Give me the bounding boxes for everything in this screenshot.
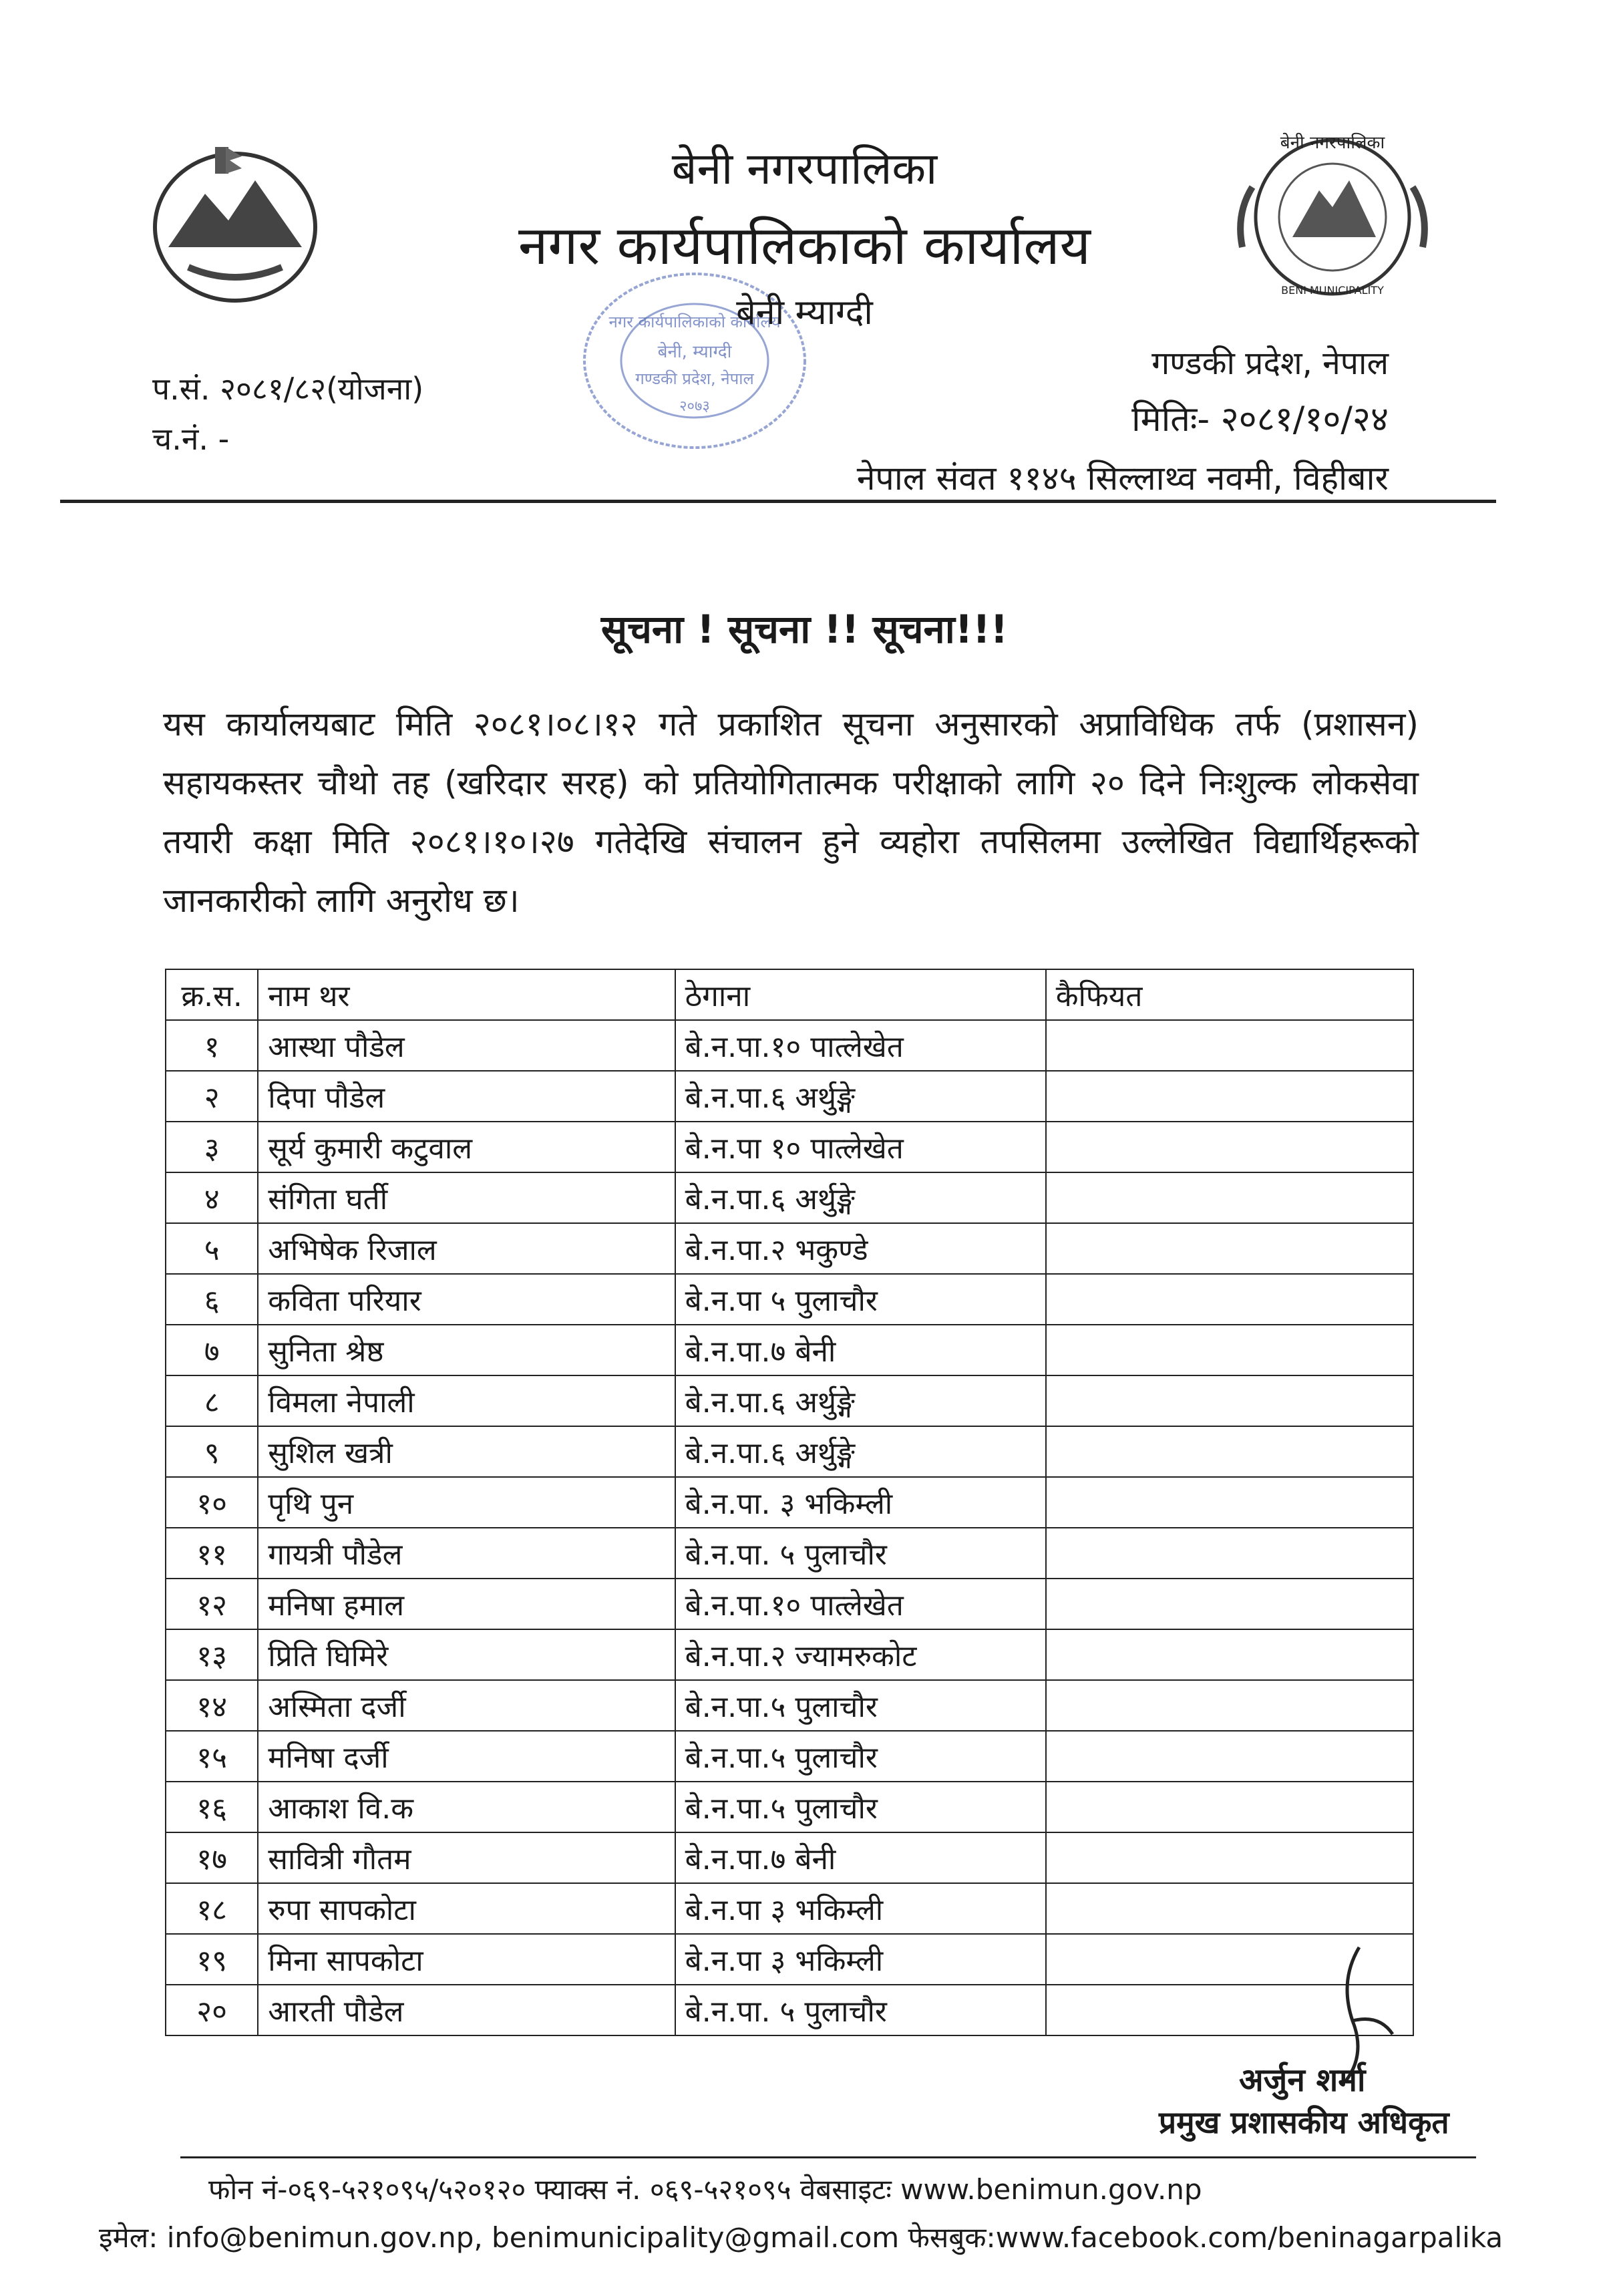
table-row [166,1375,1413,1426]
cell-address: बे.न.पा ३ भकिम्ली [675,1934,1046,1985]
cell-serial: १२ [166,1579,258,1629]
cell-address: बे.न.पा. ३ भकिम्ली [675,1477,1046,1528]
cell-name: कविता परियार [258,1274,675,1325]
cell-remarks [1046,1223,1413,1274]
cell-remarks [1046,1375,1413,1426]
table-row [166,1172,1413,1223]
cell-remarks [1046,1071,1413,1122]
stamp-line-2: बेनी, म्याग्दी [657,342,732,362]
logo-subtext: BENI MUNICIPALITY [1281,284,1384,297]
cell-serial: १४ [166,1680,258,1731]
cell-serial: १० [166,1477,258,1528]
cell-remarks [1046,1528,1413,1579]
cell-serial: १८ [166,1883,258,1934]
cell-name: सावित्री गौतम [258,1832,675,1883]
cell-name: संगिता घर्ती [258,1172,675,1223]
table-row [166,1528,1413,1579]
table-row [166,1883,1413,1934]
cell-serial: ५ [166,1223,258,1274]
cell-name: अभिषेक रिजाल [258,1223,675,1274]
cell-remarks [1046,1020,1413,1071]
cell-remarks [1046,1782,1413,1832]
cell-serial: ८ [166,1375,258,1426]
stamp-line-1: नगर कार्यपालिकाको कार्यालय [608,313,781,331]
cell-name: आरती पौडेल [258,1985,675,2035]
cell-serial: १ [166,1020,258,1071]
notice-body: यस कार्यालयबाट मिति २०८१।०८।१२ गते प्रकाशित सूचना अनुसारको अप्राविधिक तर्फ (प्रशासन) सहायकस्तर चौथो तह (खरिदार सरह) को प्रतियोगितात्मक परीक्षाको लागि २० दिने निःशुल्क लोकसेवा तयारी कक्षा मिति २०८१।१०।२७ गतेदेखि संचालन हुने व्यहोरा तपसिलमा उल्लेखित विद्यार्थिहरूको जानकारीको लागि अनुरोध छ। [163,705,1419,920]
cell-serial: ६ [166,1274,258,1325]
cell-address: बे.न.पा.६ अर्थुङ्गे [675,1071,1046,1122]
letter-date: मितिः- २०८१/१०/२४ [1131,399,1389,440]
cell-name: प्रिति घिमिरे [258,1629,675,1680]
cell-serial: २० [166,1985,258,2035]
cell-remarks [1046,1832,1413,1883]
cell-serial: ९ [166,1426,258,1477]
nepal-sambat-date: नेपाल संवत ११४५ सिल्लाथ्व नवमी, विहीबार [856,459,1389,498]
table-row [166,1782,1413,1832]
cell-serial: ३ [166,1122,258,1172]
student-list-table [165,969,1414,2036]
cell-name: अस्मिता दर्जी [258,1680,675,1731]
cell-name: आकाश वि.क [258,1782,675,1832]
column-header-address: ठेगाना [675,969,1046,1020]
header-divider [60,500,1496,503]
cell-name: मिना सापकोटा [258,1934,675,1985]
cell-address: बे.न.पा.६ अर्थुङ्गे [675,1426,1046,1477]
signatory-title: प्रमुख प्रशासकीय अधिकृत [1159,2104,1449,2140]
cell-serial: ४ [166,1172,258,1223]
cell-name: सूर्य कुमारी कटुवाल [258,1122,675,1172]
cell-name: आस्था पौडेल [258,1020,675,1071]
cell-address: बे.न.पा ५ पुलाचौर [675,1274,1046,1325]
cell-serial: १६ [166,1782,258,1832]
stamp-line-4: २०७३ [679,398,710,415]
cell-serial: ११ [166,1528,258,1579]
cell-name: दिपा पौडेल [258,1071,675,1122]
notice-title: सूचना ! सूचना !! सूचना!!! [600,607,1009,652]
signatory-name: अर्जुन शर्मा [1239,2062,1366,2099]
cell-address: बे.न.पा.६ अर्थुङ्गे [675,1172,1046,1223]
reference-number: प.सं. २०८१/८२(योजना) [152,371,424,407]
cell-name: मनिषा दर्जी [258,1731,675,1782]
district-name: बेनी म्याग्दी [736,293,873,333]
cell-serial: १७ [166,1832,258,1883]
table-row [166,1934,1413,1985]
cell-remarks [1046,1122,1413,1172]
table-row [166,1325,1413,1375]
cell-address: बे.न.पा.७ बेनी [675,1832,1046,1883]
cell-address: बे.न.पा. ५ पुलाचौर [675,1528,1046,1579]
cell-name: विमला नेपाली [258,1375,675,1426]
municipality-name: बेनी नगरपालिका [671,143,938,194]
cell-serial: १५ [166,1731,258,1782]
cell-address: बे.न.पा.५ पुलाचौर [675,1782,1046,1832]
stamp-line-3: गण्डकी प्रदेश, नेपाल [635,369,754,388]
cell-address: बे.न.पा १० पात्लेखेत [675,1122,1046,1172]
cell-remarks [1046,1426,1413,1477]
cell-remarks [1046,1579,1413,1629]
cell-name: रुपा सापकोटा [258,1883,675,1934]
table-row [166,1020,1413,1071]
cell-remarks [1046,1680,1413,1731]
table-row [166,1274,1413,1325]
cell-name: सुनिता श्रेष्ठ [258,1325,675,1375]
cell-serial: ७ [166,1325,258,1375]
table-row [166,1579,1413,1629]
footer-divider [180,2156,1476,2158]
table-row [166,1122,1413,1172]
logo-text: बेनी नगरपालिका [1280,133,1385,153]
cell-name: सुशिल खत्री [258,1426,675,1477]
chalani-number: च.नं. - [152,421,230,457]
table-row [166,1426,1413,1477]
cell-address: बे.न.पा.२ ज्यामरुकोट [675,1629,1046,1680]
province-name: गण्डकी प्रदेश, नेपाल [1151,345,1389,382]
cell-serial: १९ [166,1934,258,1985]
cell-address: बे.न.पा.२ भकुण्डे [675,1223,1046,1274]
table-row [166,1071,1413,1122]
footer-contact-line: फोन नं-०६९-५२१०९५/५२०१२० फ्याक्स नं. ०६९-५२१०९५ वेबसाइटः www.benimun.gov.np [208,2173,1202,2206]
cell-address: बे.न.पा.१० पात्लेखेत [675,1579,1046,1629]
cell-address: बे.न.पा. ५ पुलाचौर [675,1985,1046,2035]
cell-address: बे.न.पा.५ पुलाचौर [675,1680,1046,1731]
cell-remarks [1046,1629,1413,1680]
column-header-serial: क्र.स. [166,969,258,1020]
cell-address: बे.न.पा.५ पुलाचौर [675,1731,1046,1782]
table-row [166,1223,1413,1274]
table-header-row [166,969,1413,1020]
cell-remarks [1046,1477,1413,1528]
column-header-remarks: कैफियत [1046,969,1413,1020]
table-row [166,1680,1413,1731]
cell-remarks [1046,1883,1413,1934]
cell-address: बे.न.पा.७ बेनी [675,1325,1046,1375]
cell-address: बे.न.पा ३ भकिम्ली [675,1883,1046,1934]
cell-name: मनिषा हमाल [258,1579,675,1629]
cell-name: गायत्री पौडेल [258,1528,675,1579]
cell-address: बे.न.पा.६ अर्थुङ्गे [675,1375,1046,1426]
table-row [166,1832,1413,1883]
cell-address: बे.न.पा.१० पात्लेखेत [675,1020,1046,1071]
table-row [166,1629,1413,1680]
cell-remarks [1046,1731,1413,1782]
table-row [166,1985,1413,2035]
cell-serial: २ [166,1071,258,1122]
office-name: नगर कार्यपालिकाको कार्यालय [518,214,1091,277]
cell-serial: १३ [166,1629,258,1680]
cell-remarks [1046,1325,1413,1375]
footer-email-line: इमेल: info@benimun.gov.np, benimunicipality@gmail.com फेसबुक:www.facebook.com/beninagarpalika [99,2221,1503,2254]
table-row [166,1477,1413,1528]
table-row [166,1731,1413,1782]
cell-name: पृथि पुन [258,1477,675,1528]
cell-remarks [1046,1274,1413,1325]
column-header-name: नाम थर [258,969,675,1020]
cell-remarks [1046,1172,1413,1223]
